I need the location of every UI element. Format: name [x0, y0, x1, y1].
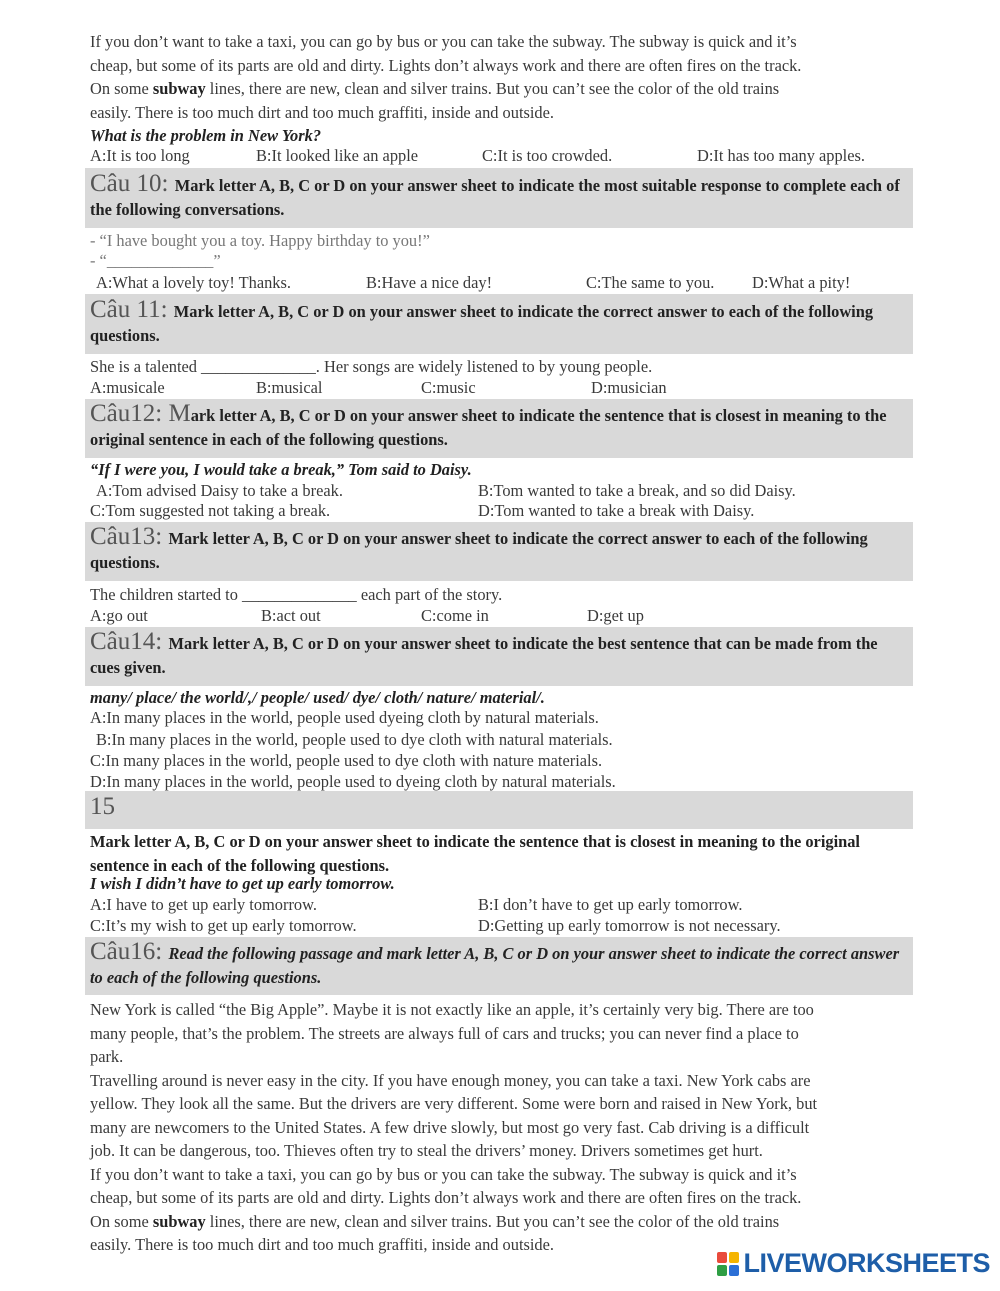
passage-line: Travelling around is never easy in the city. If you have enough money, you can take a taxi. New York cabs are [90, 1070, 811, 1090]
option-b[interactable]: B:It looked like an apple [256, 146, 419, 165]
q10-instruction: Câu 10: Mark letter A, B, C or D on your answer sheet to indicate the most suitable response to complete each of the following conversations. [90, 170, 900, 219]
top-passage [90, 30, 910, 148]
passage-line: On some subway lines, there are new, clean and silver trains. But you can’t see the color of the old trains [90, 79, 780, 98]
original-sentence: “If I were you, I would take a break,” Tom said to Daisy. [90, 460, 472, 479]
option-b[interactable]: B:In many places in the world, people used to dye cloth with natural materials. [96, 730, 613, 749]
option-a[interactable]: A:In many places in the world, people used dyeing cloth by natural materials. [90, 708, 599, 727]
bold-word: subway [152, 1211, 206, 1231]
option-a[interactable]: A:musicale [90, 378, 165, 397]
option-d[interactable]: D:musician [591, 378, 667, 397]
option-a[interactable]: A:I have to get up early tomorrow. [90, 895, 317, 914]
question-number: Câu13: [90, 523, 169, 550]
option-b[interactable]: B:Tom wanted to take a break, and so did Daisy. [478, 481, 796, 500]
question-sentence: The children started to ______________ each part of the story. [90, 585, 503, 604]
option-d[interactable]: D:It has too many apples. [697, 146, 865, 165]
option-d[interactable]: D:get up [587, 606, 644, 625]
passage-line: yellow. They look all the same. But the drivers are very different. Some were born and raised in New York, but [90, 1094, 818, 1113]
option-d[interactable]: D:Getting up early tomorrow is not necessary. [478, 916, 781, 935]
passage-line: If you don’t want to take a taxi, you can go by bus or you can take the subway. The subway is quick and it’s [90, 1164, 797, 1184]
option-c[interactable]: C:It is too crowded. [482, 146, 613, 165]
passage-line: easily. There is too much dirt and too much graffiti, inside and outside. [90, 1235, 555, 1254]
question-number: Câu 11: [90, 296, 174, 323]
question-text: What is the problem in New York? [90, 126, 322, 145]
dialogue-blank: - “_____________” [90, 251, 221, 270]
option-a[interactable]: A:What a lovely toy! Thanks. [96, 273, 291, 292]
logo-text: LIVEWORKSHEETS [743, 1248, 990, 1278]
option-b[interactable]: B:I don’t have to get up early tomorrow. [478, 895, 743, 914]
option-c[interactable]: C:Tom suggested not taking a break. [90, 501, 331, 520]
option-c[interactable]: C:In many places in the world, people used to dye cloth with nature materials. [90, 751, 603, 770]
passage-line: On some subway lines, there are new, clean and silver trains. But you can’t see the color of the old trains [90, 1211, 780, 1231]
q14-instruction: Câu14: Mark letter A, B, C or D on your answer sheet to indicate the best sentence that can be made from the cues given. [90, 628, 878, 677]
passage-line: many people, that’s the problem. The streets are always full of cars and trucks; you can never find a place to [90, 1023, 799, 1043]
option-c[interactable]: C:It’s my wish to get up early tomorrow. [90, 916, 357, 935]
option-a[interactable]: A:It is too long [90, 146, 190, 165]
option-d[interactable]: D:What a pity! [752, 273, 851, 292]
passage-line: many are newcomers to the United States. A few drive slowly, but most go very fast. Cab driving is a difficult [90, 1117, 810, 1137]
q16-instruction: Câu16: Read the following passage and mark letter A, B, C or D on your answer sheet to indicate the correct answer to each of the following questions. [90, 938, 900, 987]
question-number: Câu16: [90, 938, 169, 965]
q15-instruction: Mark letter A, B, C or D on your answer sheet to indicate the sentence that is closest in meaning to the original sentence in each of the following questions. [90, 832, 860, 875]
question-number: Câu 10: [90, 170, 175, 197]
option-d[interactable]: D:Tom wanted to take a break with Daisy. [478, 501, 755, 520]
logo-blocks-icon [717, 1252, 739, 1276]
option-c[interactable]: C:come in [421, 606, 489, 625]
question-band [85, 791, 913, 829]
passage-line: easily. There is too much dirt and too much graffiti, inside and outside. [90, 102, 555, 122]
passage-line: If you don’t want to take a taxi, you can go by bus or you can take the subway. The subway is quick and it’s [90, 32, 797, 51]
liveworksheets-logo [717, 1248, 990, 1279]
option-a[interactable]: A:Tom advised Daisy to take a break. [96, 481, 343, 500]
reading-passage [90, 998, 910, 1257]
original-sentence: I wish I didn’t have to get up early tomorrow. [90, 874, 395, 893]
passage-line: job. It can be dangerous, too. Thieves often try to steal the drivers’ money. Drivers sometimes get hurt. [90, 1141, 763, 1160]
option-a[interactable]: A:go out [90, 606, 148, 625]
passage-line: park. [90, 1047, 124, 1066]
q13-instruction: Câu13: Mark letter A, B, C or D on your answer sheet to indicate the correct answer to each of the following questions. [90, 523, 868, 572]
bold-word: subway [152, 79, 206, 98]
passage-line: New York is called “the Big Apple”. Maybe it is not exactly like an apple, it’s certainly very big. There are too [90, 1000, 814, 1019]
dialogue-line: - “I have bought you a toy. Happy birthday to you!” [90, 231, 430, 250]
option-d[interactable]: D:In many places in the world, people used to dyeing cloth by natural materials. [90, 772, 616, 791]
sentence-cues: many/ place/ the world/,/ people/ used/ dye/ cloth/ nature/ material/. [90, 688, 545, 707]
q12-instruction: Câu12: Mark letter A, B, C or D on your answer sheet to indicate the sentence that is closest in meaning to the original sentence in each of the following questions. [90, 400, 887, 449]
question-number: 15 [90, 793, 115, 820]
q11-instruction: Câu 11: Mark letter A, B, C or D on your answer sheet to indicate the correct answer to each of the following questions. [90, 296, 874, 345]
option-b[interactable]: B:musical [256, 378, 323, 397]
option-c[interactable]: C:The same to you. [586, 273, 715, 292]
question-number: Câu14: [90, 628, 169, 655]
question-sentence: She is a talented ______________. Her songs are widely listened to by young people. [90, 357, 653, 376]
question-number: Câu12: M [90, 400, 191, 427]
option-c[interactable]: C:music [421, 378, 476, 397]
option-b[interactable]: B:Have a nice day! [366, 273, 493, 292]
option-b[interactable]: B:act out [261, 606, 321, 625]
passage-line: cheap, but some of its parts are old and dirty. Lights don’t always work and there are often fires on the track. [90, 55, 802, 75]
passage-line: cheap, but some of its parts are old and dirty. Lights don’t always work and there are often fires on the track. [90, 1188, 802, 1207]
